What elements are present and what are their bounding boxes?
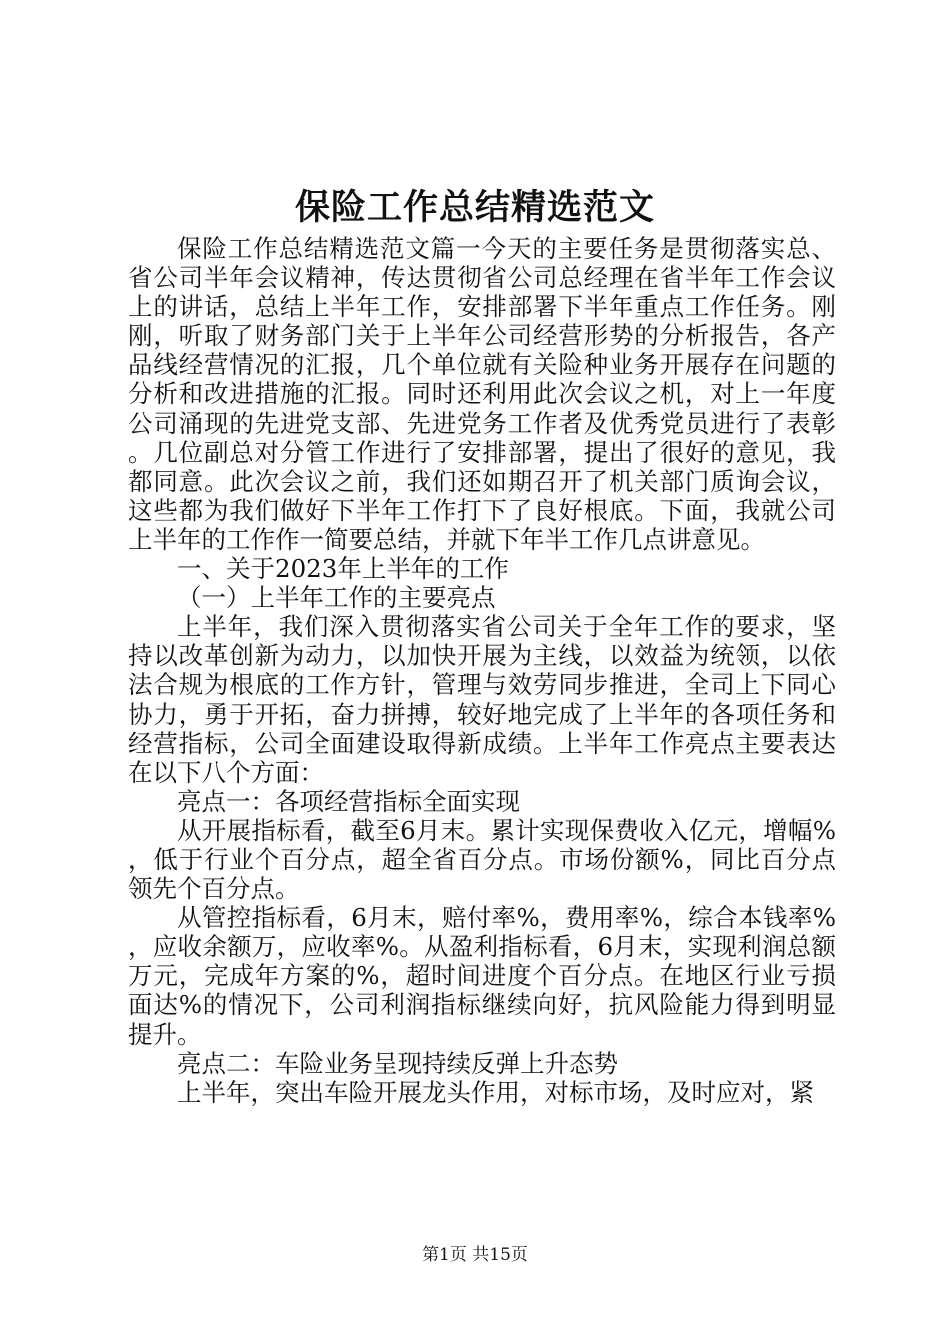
highlight-heading: 亮点二：车险业务呈现持续反弹上升态势 bbox=[177, 1048, 618, 1078]
paragraph: 上半年，我们深入贯彻落实省公司关于全年工作的要求，坚持以改革创新为动力，以加快开展为主线，以效益为统领，以依法合规为根底的工作方针，管理与效劳同步推进，全司上下同心协力，勇于开拓，奋力拼搏，较好地完成了上半年的各项任务和经营指标，公司全面建设取得新成绩。上半年工作亮点主要表达在以下八个方面： bbox=[128, 612, 836, 787]
paragraph: 保险工作总结精选范文篇一今天的主要任务是贯彻落实总、省公司半年会议精神，传达贯彻省公司总经理在省半年工作会议上的讲话，总结上半年工作，安排部署下半年重点工作任务。刚刚，听取了财务部门关于上半年公司经营形势的分析报告，各产品线经营情况的汇报，几个单位就有关险种业务开展存在问题的分析和改进措施的汇报。同时还利用此次会议之机，对上一年度公司涌现的先进党支部、先进党务工作者及优秀党员进行了表彰。几位副总对分管工作进行了安排部署，提出了很好的意见，我都同意。此次会议之前，我们还如期召开了机关部门质询会议，这些都为我们做好下半年工作打下了良好根底。下面，我就公司上半年的工作作一简要总结，并就下年半工作几点讲意见。 bbox=[128, 234, 836, 554]
paragraph: 从开展指标看，截至6月末。累计实现保费收入亿元，增幅%，低于行业个百分点，超全省百分点。市场份额%，同比百分点领先个百分点。 bbox=[128, 815, 836, 904]
document-body bbox=[128, 234, 836, 1107]
highlight-heading: 亮点一：各项经营指标全面实现 bbox=[177, 786, 520, 816]
paragraph: 上半年，突出车险开展龙头作用，对标市场，及时应对，紧 bbox=[177, 1077, 814, 1107]
document-title: 保险工作总结精选范文 bbox=[294, 187, 655, 228]
paragraph: 从管控指标看，6月末，赔付率%，费用率%，综合本钱率%，应收余额万，应收率%。从盈利指标看，6月末，实现利润总额万元，完成年方案的%，超时间进度个百分点。在地区行业亏损面达%的情况下，公司利润指标继续向好，抗风险能力得到明显提升。 bbox=[128, 903, 836, 1049]
section-heading: 一、关于2023年上半年的工作 bbox=[177, 554, 509, 584]
subsection-heading: （一）上半年工作的主要亮点 bbox=[177, 583, 496, 613]
page-number-footer: 第1页 共15页 bbox=[422, 1245, 528, 1265]
